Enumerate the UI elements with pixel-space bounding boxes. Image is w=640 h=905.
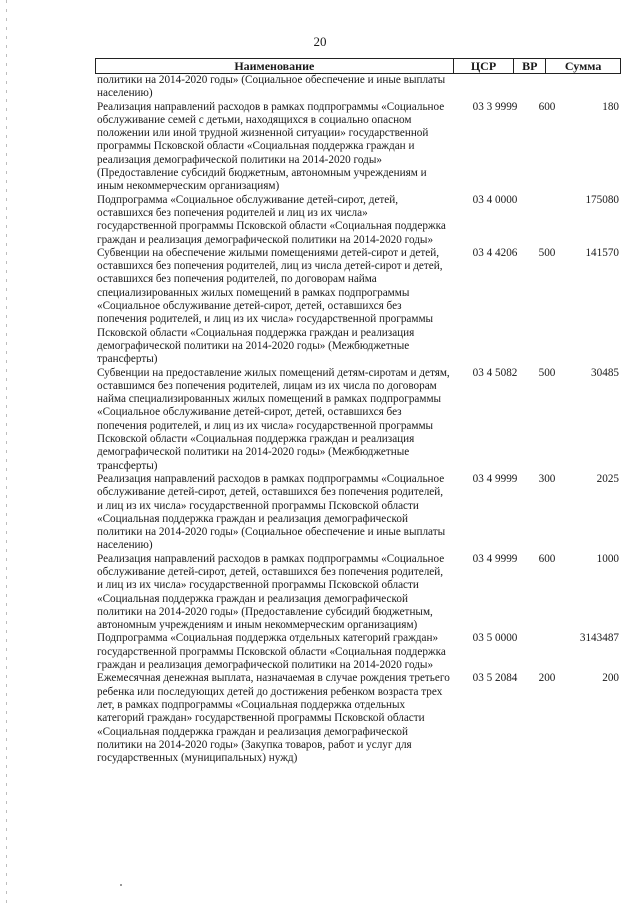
row-sum: 141570 [585, 246, 619, 259]
row-sum [558, 74, 621, 101]
row-csr: 03 5 2084 [472, 672, 518, 685]
table-row [95, 672, 621, 765]
scan-dot [120, 884, 122, 886]
table-row [95, 194, 621, 247]
row-sum: 30485 [591, 366, 619, 379]
row-name: Субвенции на обеспечение жилыми помещениями детей-сирот и детей, оставшихся без попечения родителей, лиц из числа детей-сирот и детей, оставшихся без попечения родителей, по договорам найма специализированных жилых помещений в рамках подпрограммы «Социальное обслуживание детей-сирот, детей, оставшихся без попечения родителей, и лиц из их числа» государственной программы Псковской области «Социальная поддержка граждан и реализация демографической политики на 2014-2020 годы» (Межбюджетные трансферты) [97, 246, 443, 366]
header-csr: ЦСР [454, 59, 515, 73]
row-sum: 200 [602, 672, 619, 685]
row-vr: 200 [538, 672, 556, 685]
row-name: Реализация направлений расходов в рамках подпрограммы «Социальное обслуживание детей-сирот, детей, оставшихся без попечения родителей, и лиц из их числа» государственной программы Псковской области «Социальная поддержка граждан и реализация демографической политики на 2014-2020 годы» (Социальное обеспечение и иные выплаты населению) [97, 472, 446, 552]
row-sum: 3143487 [579, 632, 619, 645]
row-sum: 180 [602, 100, 619, 113]
budget-table [95, 58, 621, 765]
row-csr: 03 3 9999 [472, 100, 518, 113]
row-vr: 500 [538, 366, 556, 379]
row-csr [454, 74, 536, 101]
header-vr: ВР [514, 59, 546, 73]
row-vr: 300 [538, 472, 556, 485]
page-number: 20 [313, 34, 327, 49]
row-csr: 03 4 9999 [472, 552, 518, 565]
row-vr: 600 [538, 100, 556, 113]
header-sum: Сумма [564, 59, 602, 73]
row-vr: 500 [538, 246, 556, 259]
row-name: Реализация направлений расходов в рамках подпрограммы «Социальное обслуживание семей с детьми, находящихся в социально опасном положении или иной трудной жизненной ситуации» государственной программы Псковской области «Социальная поддержка граждан и реализация демографической политики на 2014-2020 годы» (Предоставление субсидий бюджетным, автономным учреждениям и иным некоммерческим организациям) [97, 100, 445, 193]
table-row [95, 101, 621, 194]
row-vr [536, 74, 558, 101]
row-csr: 03 4 9999 [472, 472, 518, 485]
row-name: Ежемесячная денежная выплата, назначаемая в случае рождения третьего ребенка или последующих детей до достижения ребенком возраста трех лет, в рамках подпрограммы «Социальная поддержка отдельных категорий граждан» государственной программы Псковской области «Социальная поддержка граждан и реализация демографической политики на 2014-2020 годы» (Закупка товаров, работ и услуг для государственных (муниципальных) нужд) [97, 672, 450, 765]
table-header [95, 58, 621, 74]
table-row [95, 473, 621, 553]
table-row [95, 74, 621, 101]
row-sum: 175080 [585, 193, 619, 206]
row-vr [536, 194, 558, 247]
row-vr [536, 632, 558, 672]
row-sum: 2025 [596, 472, 619, 485]
table-row [95, 247, 621, 367]
row-name: Подпрограмма «Социальная поддержка отдельных категорий граждан» государственной программы Псковской области «Социальная поддержка граждан и реализация демографической политики на 2014-2020 годы» [97, 632, 446, 672]
row-name: политики на 2014-2020 годы» (Социальное обеспечение и иные выплаты населению) [97, 74, 446, 100]
table-row [95, 553, 621, 633]
row-csr: 03 4 5082 [472, 366, 518, 379]
scan-edge-mark [6, 0, 7, 905]
row-csr: 03 4 4206 [472, 246, 518, 259]
row-csr: 03 4 0000 [472, 193, 518, 206]
row-name: Реализация направлений расходов в рамках подпрограммы «Социальное обслуживание детей-сирот, детей, оставшихся без попечения родителей, и лиц из их числа» государственной программы Псковской области «Социальная поддержка граждан и реализация демографической политики на 2014-2020 годы» (Предоставление субсидий бюджетным, автономным учреждениям и иным некоммерческим организациям) [97, 552, 445, 632]
table-row [95, 632, 621, 672]
row-vr: 600 [538, 552, 556, 565]
row-name: Подпрограмма «Социальное обслуживание детей-сирот, детей, оставшихся без попечения родителей и лиц из их числа» государственной программы Псковской области «Социальная поддержка граждан и реализация демографической политики на 2014-2020 годы» [97, 193, 446, 246]
table-row [95, 367, 621, 473]
header-name: Наименование [96, 59, 454, 73]
row-sum: 1000 [596, 552, 619, 565]
row-name: Субвенции на предоставление жилых помещений детям-сиротам и детям, оставшимся без попечения родителей, лицам из их числа по договорам найма специализированных жилых помещений в рамках подпрограммы «Социальное обслуживание детей-сирот, детей, оставшихся без попечения родителей, и лиц из их числа» государственной программы Псковской области «Социальная поддержка граждан и реализация демографической политики на 2014-2020 годы» (Межбюджетные трансферты) [97, 366, 450, 472]
row-csr: 03 5 0000 [472, 632, 518, 645]
